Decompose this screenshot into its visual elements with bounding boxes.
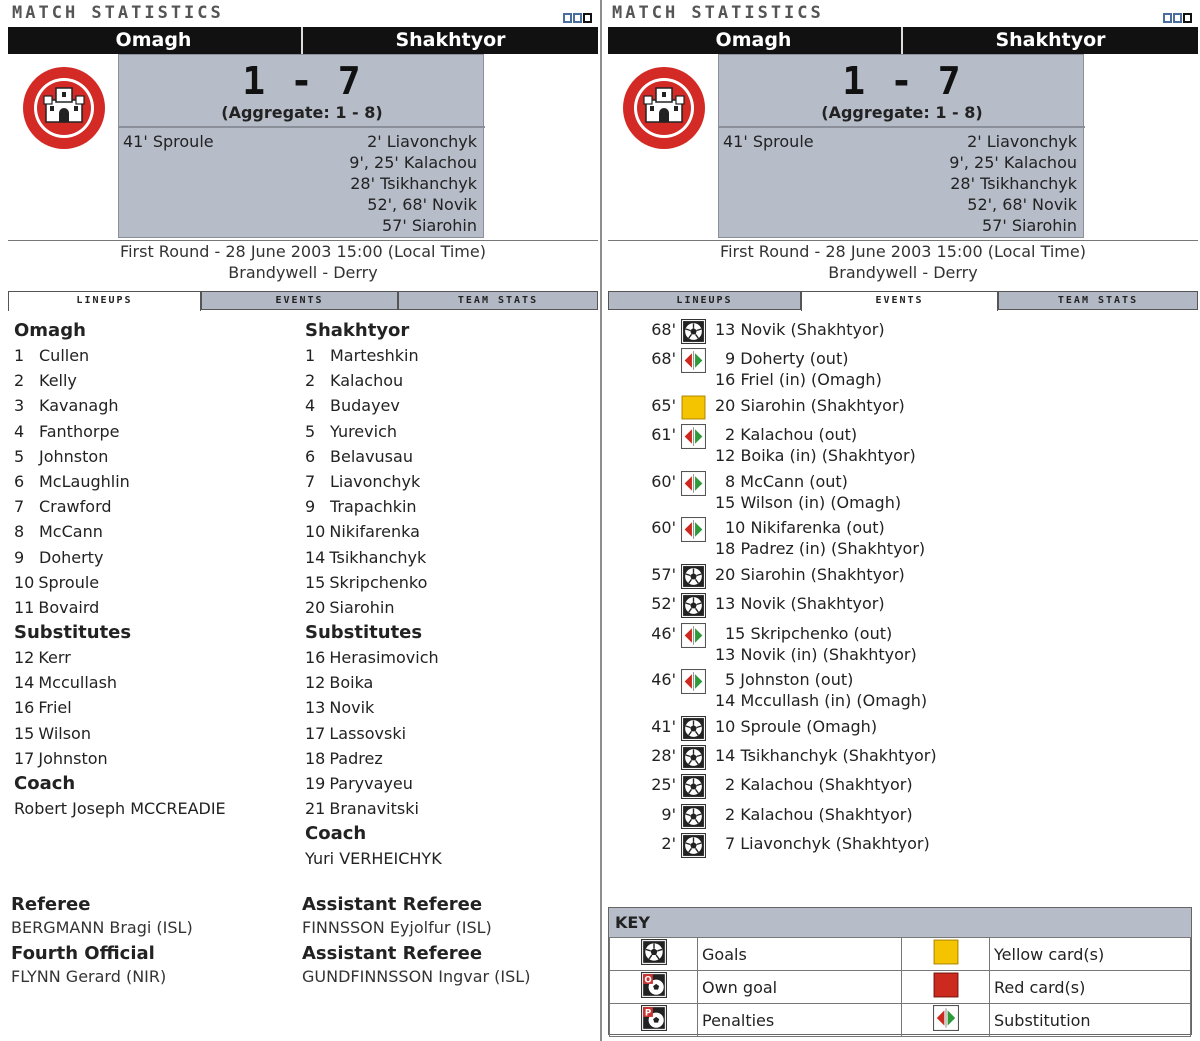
player-name: Wilson bbox=[38, 723, 91, 743]
round-info: First Round - 28 June 2003 15:00 (Local Time) bbox=[720, 242, 1086, 261]
event-description bbox=[715, 517, 925, 559]
event-minute: 41' bbox=[651, 716, 676, 736]
away-scorer: 9', 25' Kalachou bbox=[949, 153, 1077, 172]
player-name: Doherty bbox=[39, 547, 104, 567]
venue: Brandywell - Derry bbox=[828, 263, 978, 282]
minimize-icon[interactable] bbox=[563, 13, 572, 23]
home-coach-name: Robert Joseph MCCREADIE bbox=[14, 799, 226, 818]
goal-icon bbox=[641, 939, 667, 969]
player-name: Siarohin bbox=[329, 597, 395, 617]
event-row bbox=[608, 668, 1198, 715]
goal-icon bbox=[681, 745, 706, 770]
event-row bbox=[608, 394, 1198, 423]
player-number: 18 bbox=[305, 748, 326, 768]
tab-team-stats[interactable]: TEAM STATS bbox=[998, 291, 1198, 310]
key-label: Substitution bbox=[990, 1004, 1191, 1037]
away-coach-name: Yuri VERHEICHYK bbox=[305, 849, 442, 869]
assistant-referee-name: GUNDFINNSSON Ingvar (ISL) bbox=[302, 967, 531, 986]
window-controls bbox=[1162, 8, 1192, 27]
event-line: 5 Johnston (out) bbox=[725, 670, 854, 690]
away-lineup-team: Shakhtyor bbox=[305, 320, 410, 341]
substitution-icon bbox=[681, 424, 706, 449]
lineup-player-row bbox=[305, 721, 585, 746]
goal-icon bbox=[681, 833, 706, 858]
key-label: Own goal bbox=[698, 971, 902, 1004]
lineup-player-row bbox=[305, 595, 585, 620]
tab-events[interactable]: EVENTS bbox=[201, 291, 398, 310]
event-line: 20 Siarohin (Shakhtyor) bbox=[715, 395, 905, 415]
score-box bbox=[118, 54, 484, 238]
venue: Brandywell - Derry bbox=[228, 263, 378, 282]
own-goal-icon bbox=[641, 972, 667, 1002]
away-scorer: 9', 25' Kalachou bbox=[349, 153, 477, 172]
event-minute: 9' bbox=[661, 804, 676, 824]
lineup-player-row bbox=[305, 796, 585, 821]
away-scorer: 2' Liavonchyk bbox=[367, 132, 477, 151]
maximize-icon[interactable] bbox=[583, 13, 592, 23]
tab-bar bbox=[608, 291, 1198, 310]
player-number: 20 bbox=[305, 597, 326, 617]
event-minute: 60' bbox=[651, 518, 676, 538]
event-description bbox=[715, 669, 927, 711]
icon-key bbox=[608, 907, 1192, 1035]
teams-bar bbox=[608, 27, 1198, 54]
player-name: Johnston bbox=[39, 446, 109, 466]
away-scorer: 57' Siarohin bbox=[382, 216, 477, 235]
player-number: 6 bbox=[14, 471, 25, 491]
player-name: Nikifarenka bbox=[329, 522, 420, 542]
score-box bbox=[718, 54, 1084, 238]
lineup-player-row bbox=[305, 444, 585, 469]
player-number: 19 bbox=[305, 774, 326, 793]
teams-bar bbox=[8, 27, 598, 54]
aggregate-score: (Aggregate: 1 - 8) bbox=[221, 103, 383, 122]
separator-line bbox=[608, 240, 1198, 241]
player-name: Cullen bbox=[39, 346, 90, 365]
lineup-player-row bbox=[305, 368, 585, 393]
home-lineup bbox=[14, 318, 294, 821]
red-card-icon bbox=[933, 972, 959, 1002]
event-line: 12 Boika (in) (Shakhtyor) bbox=[715, 446, 916, 466]
event-minute: 57' bbox=[651, 564, 676, 584]
away-players-list bbox=[305, 343, 585, 620]
panel-title: MATCH STATISTICS bbox=[612, 3, 824, 23]
key-label: Goals bbox=[698, 938, 902, 971]
yellow-card-icon bbox=[681, 395, 706, 420]
player-number: 5 bbox=[305, 421, 316, 441]
event-line: 9 Doherty (out) bbox=[725, 349, 849, 369]
away-subs-heading: Substitutes bbox=[305, 622, 423, 644]
lineup-player-row bbox=[14, 645, 294, 670]
lineup-player-row bbox=[14, 595, 294, 620]
event-line: 2 Kalachou (out) bbox=[725, 425, 858, 445]
club-crest-logo bbox=[22, 66, 106, 150]
player-number: 11 bbox=[14, 597, 35, 617]
player-name: Tsikhanchyk bbox=[329, 547, 427, 567]
substitution-icon bbox=[933, 1005, 959, 1035]
round-info: First Round - 28 June 2003 15:00 (Local Time) bbox=[120, 242, 486, 261]
away-scorers bbox=[349, 131, 477, 236]
player-number: 17 bbox=[14, 748, 35, 768]
player-number: 12 bbox=[14, 648, 35, 668]
lineup-player-row bbox=[14, 494, 294, 519]
home-scorers bbox=[723, 131, 814, 152]
assistant-referee-name: FINNSSON Eyjolfur (ISL) bbox=[302, 918, 492, 937]
player-number: 9 bbox=[14, 547, 25, 567]
lineup-player-row bbox=[14, 746, 294, 771]
key-title: KEY bbox=[609, 908, 1191, 937]
player-number: 14 bbox=[305, 547, 326, 567]
event-line: 13 Novik (in) (Shakhtyor) bbox=[715, 644, 917, 664]
event-line: 8 McCann (out) bbox=[725, 471, 848, 491]
assistant-referee-label: Assistant Referee bbox=[302, 943, 483, 964]
tab-bar bbox=[8, 291, 598, 310]
yellow-card-icon bbox=[933, 939, 959, 969]
event-description bbox=[715, 623, 917, 665]
player-number: 7 bbox=[305, 471, 316, 491]
player-name: Liavonchyk bbox=[330, 471, 421, 491]
lineup-player-row bbox=[305, 570, 585, 595]
event-minute: 2' bbox=[661, 834, 676, 854]
lineup-player-row bbox=[14, 419, 294, 444]
player-number: 1 bbox=[305, 346, 316, 365]
player-number: 15 bbox=[305, 572, 326, 592]
lineup-player-row bbox=[305, 419, 585, 444]
goal-icon bbox=[681, 804, 706, 829]
event-line: 13 Novik (Shakhtyor) bbox=[715, 594, 885, 614]
player-number: 2 bbox=[14, 371, 25, 391]
player-number: 21 bbox=[305, 799, 326, 819]
event-row bbox=[608, 470, 1198, 517]
player-number: 1 bbox=[14, 346, 25, 365]
player-number: 9 bbox=[305, 497, 316, 517]
player-name: Kerr bbox=[38, 648, 71, 668]
player-name: Lassovski bbox=[329, 723, 407, 743]
penalty-icon bbox=[641, 1005, 667, 1035]
lineup-player-row bbox=[305, 695, 585, 720]
referee-label: Referee bbox=[11, 894, 91, 915]
away-scorer: 2' Liavonchyk bbox=[967, 132, 1077, 151]
player-name: McLaughlin bbox=[39, 471, 130, 491]
away-lineup bbox=[305, 318, 585, 872]
player-number: 7 bbox=[14, 497, 25, 517]
goal-icon bbox=[681, 564, 706, 589]
substitution-icon bbox=[681, 348, 706, 373]
lineup-player-row bbox=[305, 519, 585, 544]
key-label: Penalties bbox=[698, 1004, 902, 1037]
away-coach-heading: Coach bbox=[305, 823, 367, 845]
tab-events[interactable]: EVENTS bbox=[801, 291, 998, 311]
event-row bbox=[608, 622, 1198, 669]
player-number: 3 bbox=[14, 396, 25, 416]
event-row bbox=[608, 563, 1198, 592]
maximize-icon[interactable] bbox=[1183, 13, 1192, 23]
player-name: Kalachou bbox=[330, 371, 404, 391]
event-line: 18 Padrez (in) (Shakhtyor) bbox=[715, 539, 926, 559]
window-controls bbox=[562, 8, 592, 27]
svg-text:P: P bbox=[644, 1008, 651, 1019]
player-name: Belavusau bbox=[330, 446, 413, 466]
home-team-name: Omagh bbox=[715, 29, 792, 51]
player-name: Paryvayeu bbox=[329, 774, 413, 793]
event-description bbox=[715, 424, 916, 466]
event-row bbox=[608, 423, 1198, 470]
match-score: 1 - 7 bbox=[242, 59, 362, 103]
lineup-player-row bbox=[14, 469, 294, 494]
event-minute: 61' bbox=[651, 425, 676, 445]
home-scorer: 41' Sproule bbox=[723, 132, 814, 151]
player-name: Johnston bbox=[38, 748, 108, 768]
score-divider bbox=[119, 126, 485, 128]
event-line: 14 Mccullash (in) (Omagh) bbox=[715, 691, 928, 711]
lineup-player-row bbox=[305, 343, 585, 368]
player-number: 4 bbox=[305, 396, 316, 416]
event-description bbox=[715, 564, 905, 585]
tab-lineups[interactable]: LINEUPS bbox=[608, 291, 801, 310]
player-number: 16 bbox=[305, 648, 326, 668]
match-stats-panel-lineups bbox=[8, 0, 598, 1041]
substitution-icon bbox=[681, 669, 706, 694]
event-line: 15 Wilson (in) (Omagh) bbox=[715, 492, 902, 512]
away-subs-list bbox=[305, 645, 585, 821]
lineup-player-row bbox=[305, 545, 585, 570]
key-table bbox=[609, 937, 1191, 1037]
event-line: 10 Nikifarenka (out) bbox=[725, 518, 885, 538]
event-line: 2 Kalachou (Shakhtyor) bbox=[725, 775, 913, 795]
substitution-icon bbox=[681, 623, 706, 648]
score-divider bbox=[719, 126, 1085, 128]
event-row bbox=[608, 832, 1198, 861]
player-number: 14 bbox=[14, 673, 35, 693]
player-number: 8 bbox=[14, 522, 25, 542]
panel-divider bbox=[600, 0, 602, 1041]
player-number: 6 bbox=[305, 446, 316, 466]
event-line: 20 Siarohin (Shakhtyor) bbox=[715, 564, 905, 584]
match-score: 1 - 7 bbox=[842, 59, 962, 103]
event-minute: 46' bbox=[651, 670, 676, 690]
goal-icon bbox=[681, 593, 706, 618]
event-row bbox=[608, 744, 1198, 773]
home-subs-heading: Substitutes bbox=[14, 622, 132, 644]
away-scorers bbox=[949, 131, 1077, 236]
player-name: Fanthorpe bbox=[39, 421, 120, 441]
lineup-player-row bbox=[14, 393, 294, 418]
lineup-player-row bbox=[14, 721, 294, 746]
lineup-player-row bbox=[14, 444, 294, 469]
lineup-player-row bbox=[305, 645, 585, 670]
home-team-name: Omagh bbox=[115, 29, 192, 51]
goal-icon bbox=[681, 319, 706, 344]
player-name: Padrez bbox=[329, 748, 383, 768]
player-name: Skripchenko bbox=[329, 572, 428, 592]
lineup-player-row bbox=[305, 393, 585, 418]
tab-team-stats[interactable]: TEAM STATS bbox=[398, 291, 598, 310]
substitution-icon bbox=[681, 471, 706, 496]
goal-icon bbox=[681, 774, 706, 799]
event-description bbox=[715, 395, 905, 416]
event-line: 15 Skripchenko (out) bbox=[725, 623, 893, 643]
away-scorer: 52', 68' Novik bbox=[967, 195, 1077, 214]
event-description bbox=[715, 471, 901, 513]
match-stats-panel-events bbox=[608, 0, 1198, 1041]
player-name: Marteshkin bbox=[330, 346, 419, 365]
event-description bbox=[715, 804, 913, 825]
assistant-referee-label: Assistant Referee bbox=[302, 894, 483, 915]
event-line: 14 Tsikhanchyk (Shakhtyor) bbox=[715, 746, 937, 765]
home-players-list bbox=[14, 343, 294, 620]
player-number: 5 bbox=[14, 446, 25, 466]
player-name: Kelly bbox=[39, 371, 77, 391]
event-description bbox=[715, 833, 930, 854]
event-row bbox=[608, 347, 1198, 394]
player-name: Sproule bbox=[38, 572, 100, 592]
player-name: McCann bbox=[39, 522, 103, 542]
panel-title: MATCH STATISTICS bbox=[12, 3, 224, 23]
lineup-player-row bbox=[305, 469, 585, 494]
player-number: 17 bbox=[305, 723, 326, 743]
key-label: Red card(s) bbox=[990, 971, 1191, 1004]
away-scorer: 57' Siarohin bbox=[982, 216, 1077, 235]
lineup-player-row bbox=[14, 570, 294, 595]
event-minute: 25' bbox=[651, 775, 676, 795]
event-minute: 68' bbox=[651, 349, 676, 369]
panel-title-bar bbox=[8, 0, 598, 26]
lineup-player-row bbox=[305, 771, 585, 796]
event-row bbox=[608, 773, 1198, 802]
key-label: Yellow card(s) bbox=[990, 938, 1191, 971]
fourth-official-name: FLYNN Gerard (NIR) bbox=[11, 967, 167, 986]
player-name: Crawford bbox=[39, 497, 112, 517]
lineup-player-row bbox=[14, 368, 294, 393]
player-name: Herasimovich bbox=[329, 648, 439, 668]
tab-lineups[interactable]: LINEUPS bbox=[8, 291, 201, 311]
player-number: 2 bbox=[305, 371, 316, 391]
event-row bbox=[608, 516, 1198, 563]
player-number: 16 bbox=[14, 698, 35, 718]
event-description bbox=[715, 745, 937, 766]
home-lineup-team: Omagh bbox=[14, 320, 86, 341]
event-row bbox=[608, 715, 1198, 744]
away-scorer: 52', 68' Novik bbox=[367, 195, 477, 214]
referee-name: BERGMANN Bragi (ISL) bbox=[11, 918, 193, 937]
home-subs-list bbox=[14, 645, 294, 771]
player-number: 10 bbox=[14, 572, 35, 592]
lineup-player-row bbox=[14, 670, 294, 695]
substitution-icon bbox=[681, 517, 706, 542]
event-minute: 46' bbox=[651, 623, 676, 643]
player-name: Bovaird bbox=[38, 597, 100, 617]
home-coach-heading: Coach bbox=[14, 773, 76, 794]
event-description bbox=[715, 774, 913, 795]
event-description bbox=[715, 348, 882, 390]
panel-title-bar bbox=[608, 0, 1198, 26]
separator-line bbox=[8, 240, 598, 241]
away-scorer: 28' Tsikhanchyk bbox=[950, 174, 1077, 193]
player-number: 4 bbox=[14, 421, 25, 441]
lineup-player-row bbox=[305, 670, 585, 695]
event-row bbox=[608, 592, 1198, 621]
player-name: Boika bbox=[329, 673, 374, 693]
lineup-player-row bbox=[14, 519, 294, 544]
player-name: Friel bbox=[38, 698, 72, 718]
lineup-player-row bbox=[14, 545, 294, 570]
event-minute: 68' bbox=[651, 320, 676, 339]
event-line: 2 Kalachou (Shakhtyor) bbox=[725, 804, 913, 824]
player-name: Mccullash bbox=[38, 673, 118, 693]
event-description bbox=[715, 319, 885, 340]
player-name: Yurevich bbox=[330, 421, 397, 441]
event-minute: 60' bbox=[651, 471, 676, 491]
home-scorers bbox=[123, 131, 214, 152]
player-name: Novik bbox=[329, 698, 375, 718]
minimize-icon[interactable] bbox=[1163, 13, 1172, 23]
away-team-name: Shakhtyor bbox=[901, 27, 1198, 54]
event-line: 16 Friel (in) (Omagh) bbox=[715, 370, 882, 390]
event-minute: 65' bbox=[651, 395, 676, 415]
event-line: 13 Novik (Shakhtyor) bbox=[715, 320, 885, 339]
club-crest-logo bbox=[622, 66, 706, 150]
player-name: Branavitski bbox=[329, 799, 419, 819]
restore-icon[interactable] bbox=[1173, 13, 1182, 23]
event-line: 7 Liavonchyk (Shakhtyor) bbox=[725, 834, 930, 854]
lineup-player-row bbox=[305, 494, 585, 519]
lineup-player-row bbox=[305, 746, 585, 771]
svg-text:O: O bbox=[643, 975, 652, 986]
event-row bbox=[608, 803, 1198, 832]
home-scorer: 41' Sproule bbox=[123, 132, 214, 151]
lineup-player-row bbox=[14, 695, 294, 720]
away-team-name: Shakhtyor bbox=[301, 27, 598, 54]
player-name: Budayev bbox=[330, 396, 400, 416]
player-number: 15 bbox=[14, 723, 35, 743]
aggregate-score: (Aggregate: 1 - 8) bbox=[821, 103, 983, 122]
player-name: Trapachkin bbox=[330, 497, 417, 517]
event-description bbox=[715, 716, 877, 737]
event-minute: 52' bbox=[651, 594, 676, 614]
player-number: 12 bbox=[305, 673, 326, 693]
goal-icon bbox=[681, 716, 706, 741]
event-row bbox=[608, 318, 1198, 347]
away-scorer: 28' Tsikhanchyk bbox=[350, 174, 477, 193]
event-line: 10 Sproule (Omagh) bbox=[715, 716, 878, 736]
lineup-player-row bbox=[14, 343, 294, 368]
event-description bbox=[715, 593, 885, 614]
event-minute: 28' bbox=[651, 746, 676, 765]
restore-icon[interactable] bbox=[573, 13, 582, 23]
fourth-official-label: Fourth Official bbox=[11, 943, 155, 964]
player-name: Kavanagh bbox=[39, 396, 119, 416]
player-number: 10 bbox=[305, 522, 326, 542]
player-number: 13 bbox=[305, 698, 326, 718]
